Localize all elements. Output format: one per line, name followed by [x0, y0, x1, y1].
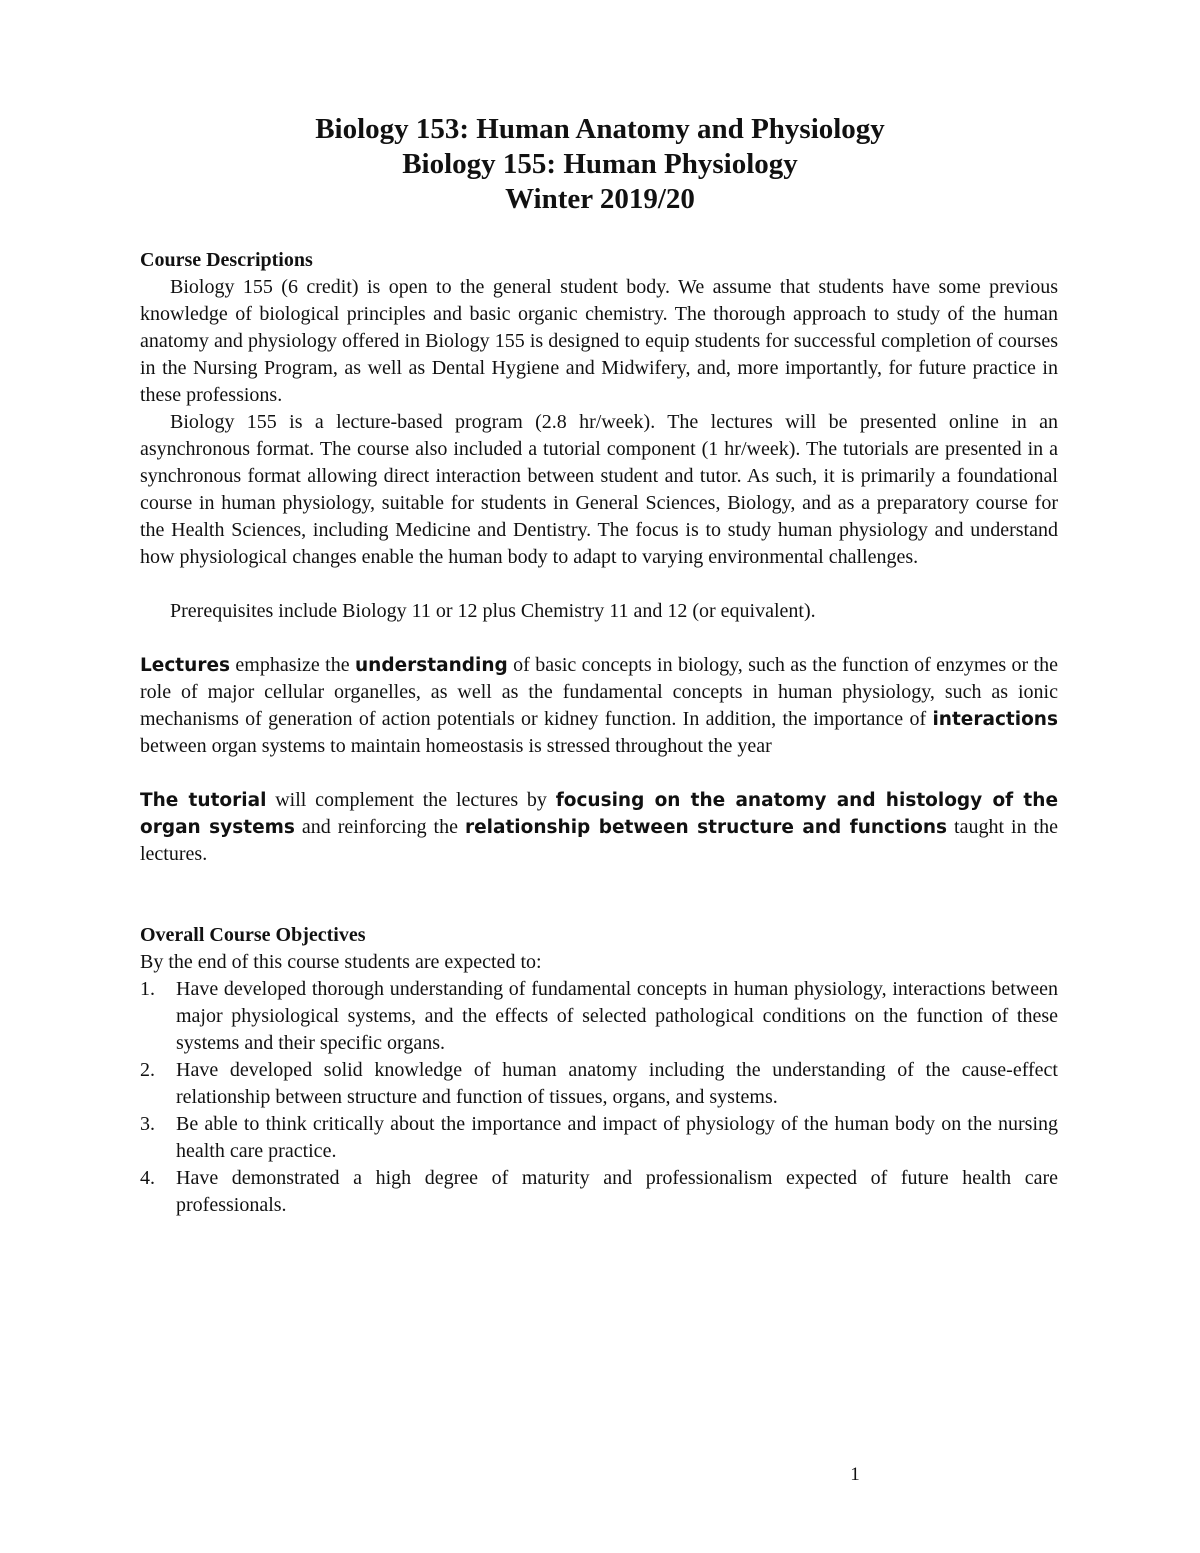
course-descriptions-heading: Course Descriptions — [140, 249, 313, 271]
tutorial-bold-1: The tutorial — [140, 790, 267, 811]
objective-text: Have developed solid knowledge of human anatomy including the understanding of the cause-effect relationship between structure and function of tissues, organs, and systems. — [176, 1059, 1058, 1108]
lectures-text-1: emphasize the — [230, 654, 355, 676]
objective-number: 3. — [140, 1113, 155, 1135]
document-title — [140, 112, 1060, 217]
objective-number: 1. — [140, 978, 155, 1000]
lectures-bold-2: understanding — [355, 655, 508, 676]
title-line-3: Winter 2019/20 — [505, 183, 695, 215]
lectures-paragraph — [140, 652, 1058, 760]
objective-text: Be able to think critically about the importance and impact of physiology of the human body on the nursing health care practice. — [176, 1113, 1058, 1162]
page-number: 1 — [850, 1464, 860, 1485]
objective-text: Have developed thorough understanding of fundamental concepts in human physiology, interactions between major physiological systems, and the effects of selected pathological conditions on the function of these systems and their specific organs. — [176, 978, 1058, 1054]
prerequisites-paragraph: Prerequisites include Biology 11 or 12 plus Chemistry 11 and 12 (or equivalent). — [170, 600, 816, 622]
lectures-bold-1: Lectures — [140, 655, 230, 676]
objectives-heading: Overall Course Objectives — [140, 924, 366, 946]
course-description-paragraph-1: Biology 155 (6 credit) is open to the general student body. We assume that students have some previous knowledge of biological principles and basic organic chemistry. The thorough approach to study of the human anatomy and physiology offered in Biology 155 is designed to equip students for successful completion of courses in the Nursing Program, as well as Dental Hygiene and Midwifery, and, more importantly, for future practice in these professions. — [140, 276, 1058, 406]
objective-item — [140, 976, 1058, 1057]
tutorial-paragraph — [140, 787, 1058, 868]
lectures-text-3: between organ systems to maintain homeostasis is stressed throughout the year — [140, 735, 772, 757]
objective-item — [140, 1165, 1058, 1219]
tutorial-bold-2: focusing on the anatomy and histology of the organ systems — [140, 790, 1058, 838]
objectives-list — [140, 976, 1058, 1219]
tutorial-text-3: taught in the lectures. — [140, 816, 1058, 865]
tutorial-text-1: will complement the lectures by — [266, 789, 556, 811]
course-description-paragraph-2: Biology 155 is a lecture-based program (2.8 hr/week). The lectures will be presented online in an asynchronous format. The course also included a tutorial component (1 hr/week). The tutorials are presented in a synchronous format allowing direct interaction between student and tutor. As such, it is primarily a foundational course in human physiology, suitable for students in General Sciences, Biology, and as a preparatory course for the Health Sciences, including Medicine and Dentistry. The focus is to study human physiology and understand how physiological changes enable the human body to adapt to varying environmental challenges. — [140, 411, 1058, 568]
document-body — [140, 247, 1058, 1219]
lectures-bold-3: interactions — [932, 709, 1058, 730]
tutorial-text-2: and reinforcing the — [294, 816, 465, 838]
lectures-text-2: of basic concepts in biology, such as the function of enzymes or the role of major cellular organelles, as well as the fundamental concepts in human physiology, such as ionic mechanisms of generation of action potentials or kidney function. In addition, the importance of — [140, 654, 1058, 730]
title-line-1: Biology 153: Human Anatomy and Physiology — [315, 113, 885, 145]
objective-number: 4. — [140, 1167, 155, 1189]
objective-text: Have demonstrated a high degree of maturity and professionalism expected of future health care professionals. — [176, 1167, 1058, 1216]
objective-item — [140, 1057, 1058, 1111]
tutorial-bold-3: relationship between structure and functions — [464, 817, 948, 838]
objective-item — [140, 1111, 1058, 1165]
objectives-intro: By the end of this course students are expected to: — [140, 951, 542, 973]
objective-number: 2. — [140, 1059, 155, 1081]
title-line-2: Biology 155: Human Physiology — [402, 148, 798, 180]
